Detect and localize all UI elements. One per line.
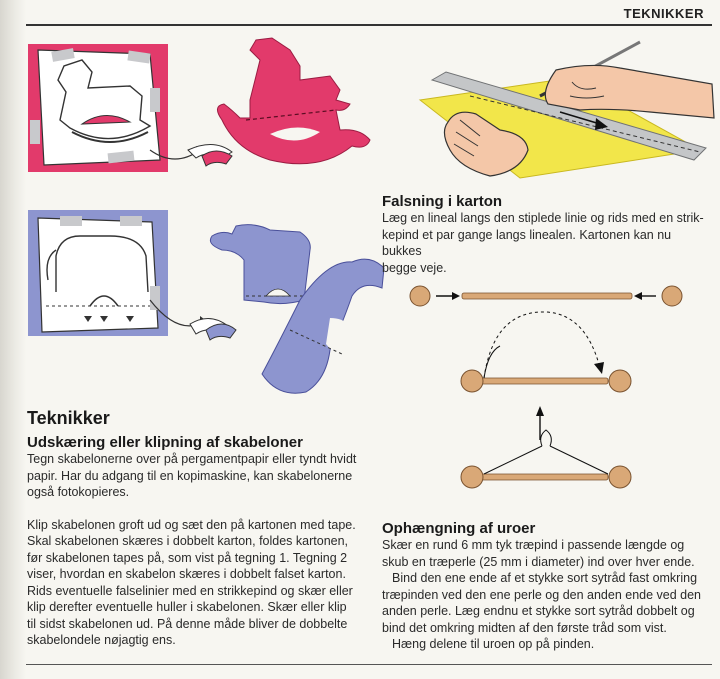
teknikker-para2-line: klip derefter eventuelle huller i skabelonen. Skær eller klip xyxy=(27,600,347,614)
falsning-line: begge veje. xyxy=(382,260,447,275)
ophaengning-heading: Ophængning af uroer xyxy=(382,520,536,537)
teknikker-para1-line: papir. Har du adgang til en kopimaskine, kan skabelonerne xyxy=(27,468,353,483)
ophaengning-line: træpinden ved den ene perle og den anden ende ved den xyxy=(382,587,702,602)
ophaengning-line: Skær en rund 6 mm tyk træpind i passende længde og xyxy=(382,538,685,552)
mobile-step-2-illustration xyxy=(461,312,631,392)
folding-cardboard-illustration xyxy=(420,42,714,178)
mobile-step-3-illustration xyxy=(461,406,631,488)
falsning-heading: Falsning i karton xyxy=(382,193,503,210)
teknikker-para2-line: Klip skabelonen groft ud og sæt den på kartonen med tape. xyxy=(27,517,356,532)
teknikker-para2-line: Skal skabelonen skæres i dobbelt karton, foldes kartonen, xyxy=(27,534,349,548)
bottom-rule xyxy=(26,664,712,665)
falsning-section xyxy=(382,193,712,276)
falsning-line: Læg en lineal langs den stiplede linie og rids med en strik- xyxy=(382,211,704,225)
ophaengning-line: Bind den ene ende af et stykke sort sytråd fast omkring xyxy=(392,571,698,585)
elephant-cutout-illustration xyxy=(210,225,384,394)
section-header: TEKNIKKER xyxy=(623,6,704,21)
ophaengning-line: skub en træperle (25 mm i diameter) ind over hver ende. xyxy=(382,554,695,569)
ophaengning-line: Hæng delene til uroen op på pinden. xyxy=(392,637,595,651)
teknikker-para2-line: skabelondele nøjagtig ens. xyxy=(27,633,176,647)
mobile-step-1-illustration xyxy=(410,286,682,306)
teknikker-para2-line: Rids eventuelle falselinier med en strikkepind og skær eller xyxy=(27,583,353,598)
rocking-horse-cutout-illustration xyxy=(217,38,370,164)
teknikker-para1-line: Tegn skabelonerne over på pergamentpapir eller tyndt hvidt xyxy=(27,452,357,466)
falsning-line: kepind et par gange langs linealen. Kartonen kan nu bukkes xyxy=(382,227,672,258)
ophaengning-line: bind det omkring midten af den første tråd som vist. xyxy=(382,620,667,635)
elephant-template-illustration xyxy=(28,210,236,340)
ophaengning-section xyxy=(382,520,712,653)
section-title: Teknikker xyxy=(27,408,110,428)
rocking-horse-template-illustration xyxy=(28,44,232,172)
teknikker-subheading: Udskæring eller klipning af skabeloner xyxy=(27,434,303,451)
teknikker-para2-line: før skabelonen tapes på, som vist på tegning 1. Tegning 2 xyxy=(27,550,348,565)
teknikker-para1-line: også fotokopieres. xyxy=(27,485,130,499)
teknikker-section xyxy=(27,408,377,649)
teknikker-para2-line: viser, hvordan en skabelon skæres i dobbelt falset karton. xyxy=(27,567,346,581)
teknikker-para2-line: til sidst skabelonen ud. På denne måde bliver de dobbelte xyxy=(27,616,348,631)
ophaengning-line: anden perle. Læg endnu et stykke sort sytråd dobbelt og xyxy=(382,604,695,618)
